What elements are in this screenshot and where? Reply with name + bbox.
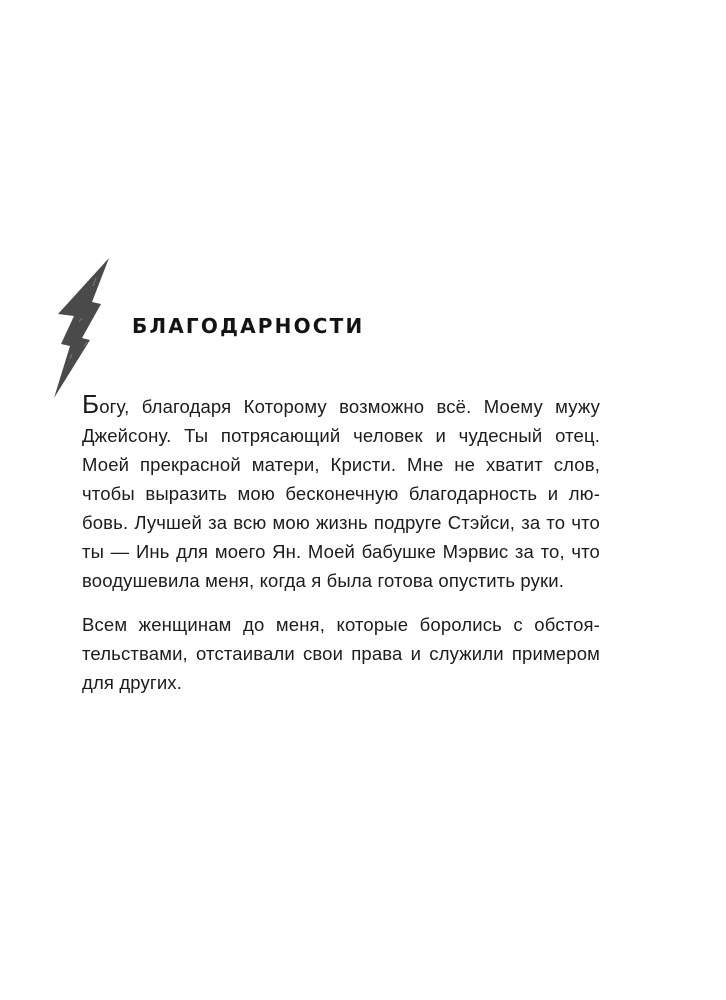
text-line: ты — Инь для моего Ян. Моей бабушке Мэрвис за то, что (82, 541, 600, 562)
text-line: Джейсону. Ты потрясающий человек и чудесный отец. (82, 425, 600, 446)
text-line: Всем женщинам до меня, которые боролись с обстоя- (82, 614, 600, 635)
text-line-content: огу, благодаря Которому возможно всё. Моему мужу (99, 396, 600, 417)
page-title: БЛАГОДАРНОСТИ (132, 314, 365, 338)
text-line: тельствами, отстаивали свои права и служили примером (82, 643, 600, 664)
lightning-bolt-icon (52, 258, 114, 398)
text-line (82, 389, 600, 421)
paragraph-1 (82, 389, 600, 595)
text-line: для других. (82, 672, 182, 693)
text-line: Моей прекрасной матери, Кристи. Мне не хватит слов, (82, 454, 600, 475)
text-line: чтобы выразить мою бесконечную благодарность и лю- (82, 483, 600, 504)
text-line: бовь. Лучшей за всю мою жизнь подруге Стэйси, за то что (82, 512, 600, 533)
acknowledgments-text (82, 389, 600, 712)
drop-cap: Б (82, 389, 100, 419)
paragraph-2 (82, 610, 600, 697)
text-line: воодушевила меня, когда я была готова опустить руки. (82, 570, 565, 591)
